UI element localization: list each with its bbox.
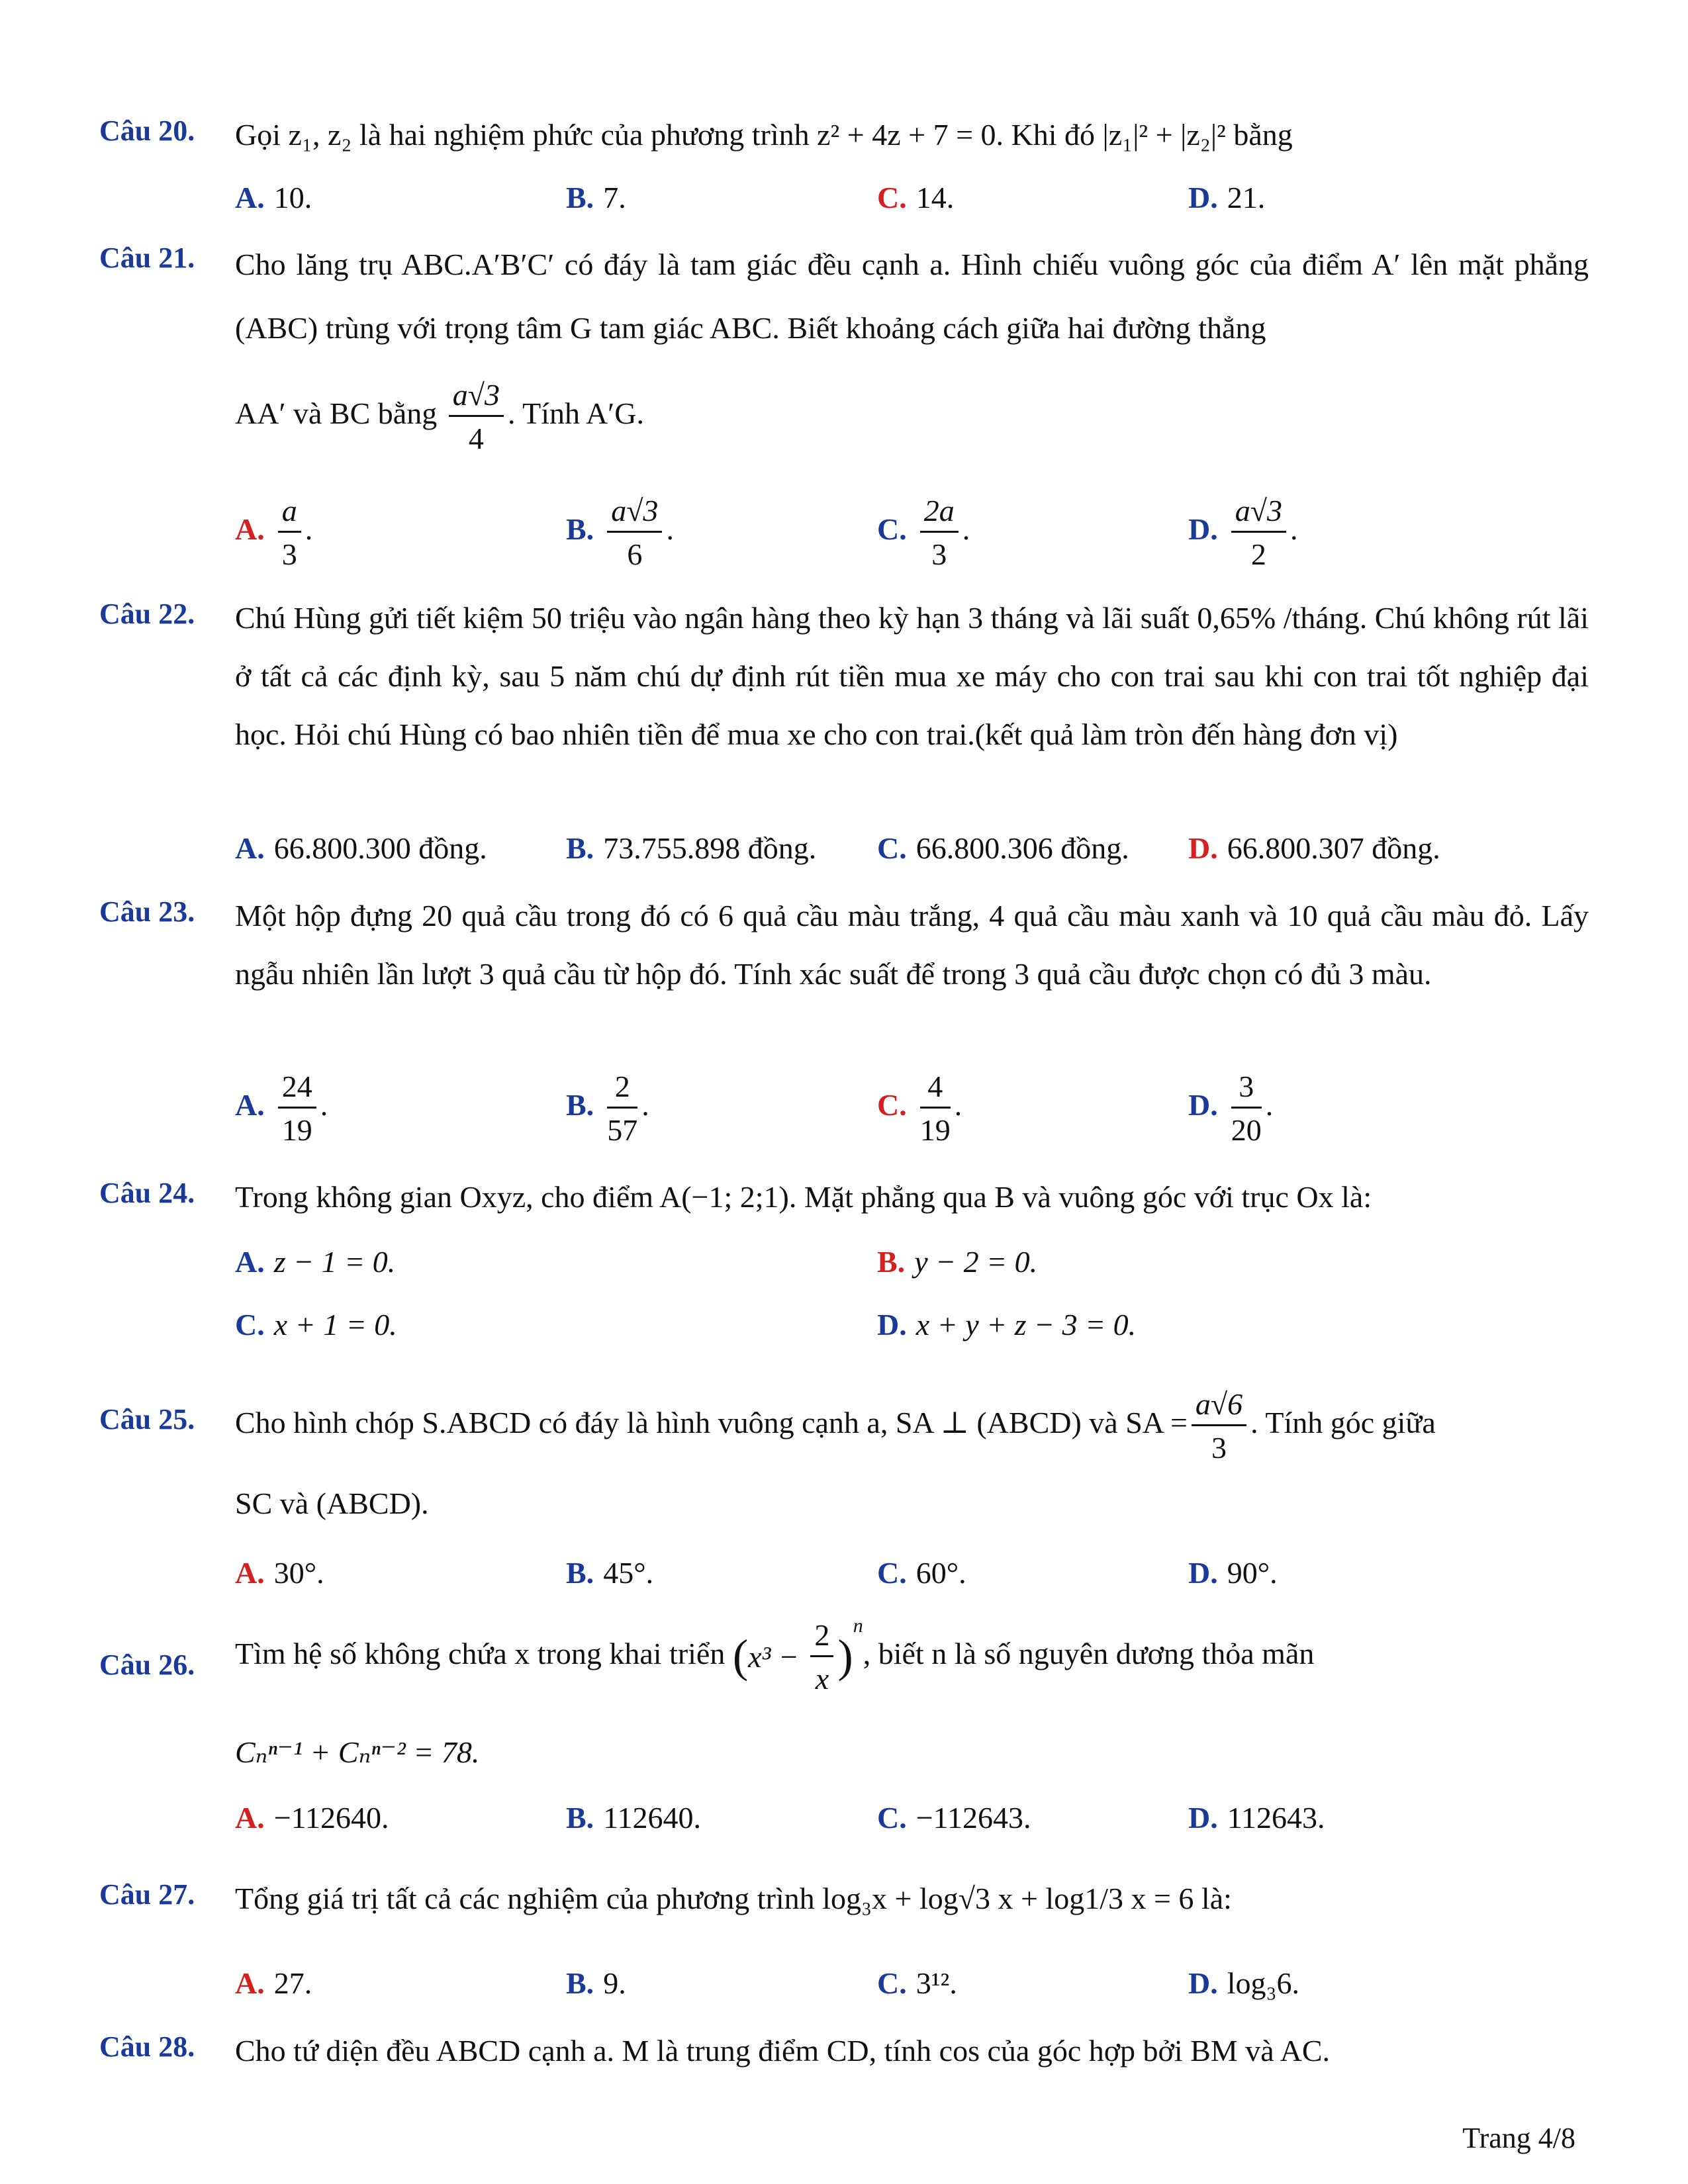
option-b[interactable]: B. 7.: [566, 181, 626, 214]
option-b[interactable]: B. 73.755.898 đồng.: [566, 831, 817, 865]
option-d[interactable]: D. 112643.: [1188, 1801, 1325, 1835]
option-c[interactable]: C. 14.: [877, 181, 955, 214]
option-b[interactable]: B. $\frac{a√3}{6}$ .: [566, 494, 674, 571]
option-d[interactable]: D. 21.: [1188, 181, 1266, 214]
question-text-2: Cₙⁿ⁻¹ + Cₙⁿ⁻² = 78.: [235, 1735, 480, 1769]
binomial-expression: (: [732, 1631, 749, 1682]
option-c[interactable]: C. 3¹².: [877, 1966, 957, 2000]
option-b[interactable]: B. 9.: [566, 1966, 626, 2000]
question-label: Câu 26.: [99, 1649, 195, 1681]
option-b[interactable]: B. 112640.: [566, 1801, 701, 1835]
option-b[interactable]: B. $\frac{2}{57}$ .: [566, 1069, 649, 1147]
page-number: Trang 4/8: [1462, 2122, 1575, 2154]
option-c[interactable]: C. $\frac{2a}{3}$ .: [877, 494, 970, 571]
question-label: Câu 21.: [99, 242, 195, 274]
option-d[interactable]: D. $\frac{3}{20}$ .: [1188, 1069, 1274, 1147]
option-d[interactable]: D. x + y + z − 3 = 0.: [877, 1308, 1137, 1342]
option-a[interactable]: A. 27.: [235, 1966, 312, 2000]
option-c[interactable]: C. $\frac{4}{19}$ .: [877, 1069, 962, 1147]
question-text: Cho hình chóp S.ABCD có đáy là hình vuông cạnh a, SA ⊥ (ABCD) và SA = $\frac{a√6}{3}$ . Tính góc giữa: [235, 1387, 1436, 1465]
question-text: Trong không gian Oxyz, cho điểm A(−1; 2;1). Mặt phẳng qua B và vuông góc với trục Ox là:: [235, 1180, 1372, 1214]
question-text: Một hộp đựng 20 quả cầu trong đó có 6 quả cầu màu trắng, 4 quả cầu màu xanh và 10 quả cầu màu đỏ. Lấy ngẫu nhiên lần lượt 3 quả cầu từ hộp đó. Tính xác suất để trong 3 quả cầu được chọn có đủ 3 màu.: [235, 899, 1589, 991]
option-c[interactable]: C. −112643.: [877, 1801, 1031, 1835]
question-21-line-3: AA′ và BC bằng $\frac{a√3}{4}$ . Tính A′G.: [235, 378, 644, 455]
option-a[interactable]: A. −112640.: [235, 1801, 389, 1835]
question-text: Tổng giá trị tất cả các nghiệm của phương trình log₃x + log√3 x + log1/3 x = 6 là:: [235, 1882, 1232, 1915]
question-text: Chú Hùng gửi tiết kiệm 50 triệu vào ngân hàng theo kỳ hạn 3 tháng và lãi suất 0,65% /tháng. Chú không rút lãi ở tất cả các định kỳ, sau 5 năm chú dự định rút tiền mua xe máy cho con trai sau khi con trai tốt nghiệp đại học. Hỏi chú Hùng có bao nhiên tiền để mua xe cho con trai.(kết quả làm tròn đến hàng đơn vị): [235, 601, 1589, 751]
option-d[interactable]: D. 90°.: [1188, 1556, 1278, 1590]
question-label: Câu 25.: [99, 1403, 195, 1435]
question-label: Câu 28.: [99, 2030, 195, 2063]
option-b[interactable]: B. 45°.: [566, 1556, 654, 1590]
option-a[interactable]: A. $\frac{a}{3}$ .: [235, 494, 313, 571]
option-d[interactable]: D. log₃6.: [1188, 1966, 1300, 2000]
question-label: Câu 20.: [99, 114, 195, 147]
option-d[interactable]: D. $\frac{a√3}{2}$ .: [1188, 494, 1298, 571]
question-label: Câu 23.: [99, 895, 195, 928]
option-b[interactable]: B. y − 2 = 0.: [877, 1245, 1038, 1279]
option-c[interactable]: C. 60°.: [877, 1556, 966, 1590]
option-c[interactable]: C. x + 1 = 0.: [235, 1308, 397, 1342]
sa-fraction: $\frac{a√6}{3}$: [1192, 1387, 1246, 1465]
question-label: Câu 24.: [99, 1177, 195, 1209]
question-text: Cho lăng trụ ABC.A′B′C′ có đáy là tam giác đều cạnh a. Hình chiếu vuông góc của điểm A′ lên mặt phẳng (ABC) trùng với trọng tâm G tam giác ABC. Biết khoảng cách giữa hai đường thẳng: [235, 248, 1589, 345]
option-c[interactable]: C. 66.800.306 đồng.: [877, 831, 1129, 865]
option-a[interactable]: A. 66.800.300 đồng.: [235, 831, 487, 865]
option-a[interactable]: A. 30°.: [235, 1556, 324, 1590]
option-a[interactable]: A. 10.: [235, 181, 312, 214]
question-text: Tìm hệ số không chứa x trong khai triển (x³ − $\frac{2}{x}$ )$^n$, biết n là số nguyên dương thỏa mãn: [235, 1615, 1315, 1696]
question-label: Câu 27.: [99, 1878, 195, 1911]
question-text: Gọi z₁, z₂ là hai nghiệm phức của phương trình z² + 4z + 7 = 0. Khi đó |z₁|² + |z₂|² bằng: [235, 118, 1293, 152]
question-text: Cho tứ diện đều ABCD cạnh a. M là trung điểm CD, tính cos của góc hợp bởi BM và AC.: [235, 2034, 1331, 2068]
question-label: Câu 22.: [99, 598, 195, 630]
option-a[interactable]: A. $\frac{24}{19}$ .: [235, 1069, 328, 1147]
distance-fraction: $\frac{a√3}{4}$: [449, 377, 504, 456]
question-text-2: SC và (ABCD).: [235, 1486, 429, 1520]
option-d[interactable]: D. 66.800.307 đồng.: [1188, 831, 1440, 865]
option-a[interactable]: A. z − 1 = 0.: [235, 1245, 396, 1279]
